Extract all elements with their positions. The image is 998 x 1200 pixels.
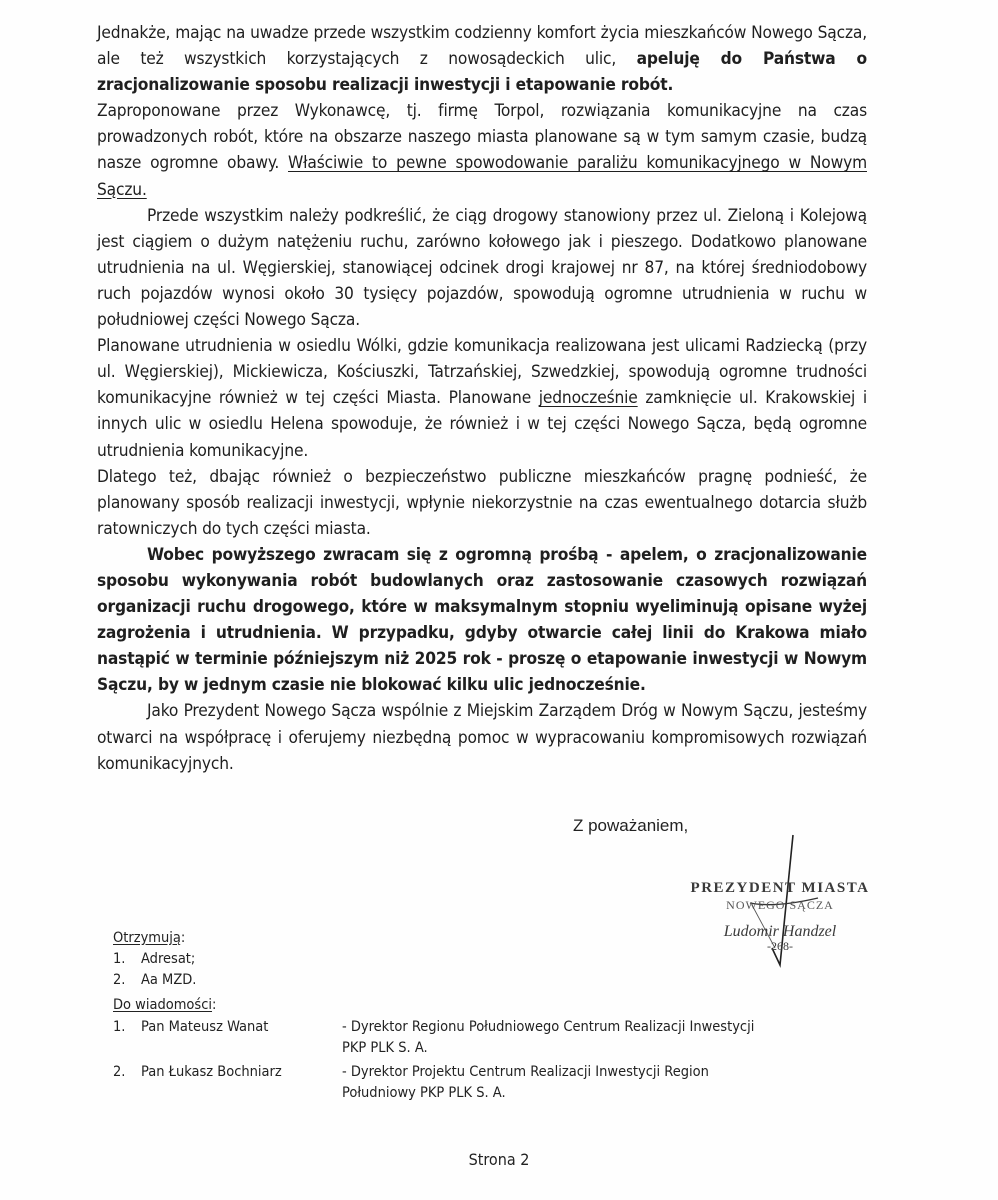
cc-person: Pan Łukasz Bochniarz — [141, 1064, 282, 1080]
paragraph-text-bold: apeluję do Państwa o zracjonalizowanie sposobu realizacji inwestycji i etapowanie robót. — [97, 49, 867, 96]
stamp-code: -268- — [767, 939, 793, 953]
cc-item — [113, 1062, 762, 1104]
recipient-number: 1. — [113, 951, 126, 967]
closing-salutation: Z poważaniem, — [573, 816, 689, 835]
recipients-list — [113, 928, 196, 991]
recipient-name: Adresat; — [141, 951, 196, 967]
paragraph-text: Planowane utrudnienia w osiedlu Wólki, gdzie komunikacja realizowana jest ulicami Radziecką (przy ul. Węgierskiej), Mickiewicza, Kościuszki, Tatrzańskiej, Szwedzkiej, spowodują ogromne trudności komunikacyjne również w tej części Miasta. Planowane — [97, 336, 867, 409]
colon: : — [212, 997, 217, 1013]
paragraph-4 — [97, 333, 867, 463]
paragraph-text: Jako Prezydent Nowego Sącza wspólnie z Miejskim Zarządem Dróg w Nowym Sączu, jesteśmy otwarci na współpracę i oferujemy niezbędną pomoc w wypracowaniu kompromisowych rozwiązań komunikacyjnych. — [97, 701, 867, 774]
paragraph-1 — [97, 20, 867, 98]
cc-role: - Dyrektor Regionu Południowego Centrum Realizacji Inwestycji PKP PLK S. A. — [342, 1019, 755, 1056]
paragraph-text-bold: Wobec powyższego zwracam się z ogromną prośbą - apelem, o zracjonalizowanie sposobu wykonywania robót budowlanych oraz zastosowanie czasowych rozwiązań organizacji ruchu drogowego, które w maksymalnym stopniu wyeliminują opisane wyżej zagrożenia i utrudnienia. W przypadku, gdyby otwarcie całej linii do Krakowa miało nastąpić w terminie późniejszym niż 2025 rok - proszę o etapowanie inwestycji w Nowym Sączu, by w jednym czasie nie blokować kilku ulic jednocześnie. — [97, 544, 867, 696]
paragraph-7 — [97, 698, 867, 776]
paragraph-6 — [97, 542, 867, 699]
paragraph-text-underlined: Właściwie to pewne spowodowanie paraliżu komunikacyjnego w Nowym Sączu. — [97, 153, 867, 200]
recipients-header: Otrzymują — [113, 930, 181, 946]
paragraph-2 — [97, 98, 867, 202]
paragraph-text: Zaproponowane przez Wykonawcę, tj. firmę Torpol, rozwiązania komunikacyjne na czas prowadzonych robót, które na obszarze naszego miasta planowane są w tym samym czasie, budzą nasze ogromne obawy. — [97, 101, 867, 174]
recipient-name: Aa MZD. — [141, 972, 197, 988]
cc-number: 1. — [113, 1019, 126, 1035]
paragraph-text: zamknięcie ul. Krakowskiej i innych ulic w osiedlu Helena spowoduje, że również i w tej części Nowego Sącza, będą ogromne utrudnienia komunikacyjne. — [97, 388, 868, 461]
cc-person: Pan Mateusz Wanat — [141, 1019, 269, 1035]
cc-header: Do wiadomości — [113, 997, 213, 1013]
cc-item — [113, 1017, 762, 1059]
paragraph-text: Dlatego też, dbając również o bezpieczeństwo publiczne mieszkańców pragnę podnieść, że planowany sposób realizacji inwestycji, wpłynie niekorzystnie na czas ewentualnego dotarcia służb ratowniczych do tych części miasta. — [97, 466, 867, 539]
recipient-item — [113, 949, 196, 970]
paragraph-text: Jednakże, mając na uwadze przede wszystkim codzienny komfort życia mieszkańców Nowego Sącza, ale też wszystkich korzystających z nowosądeckich ulic, — [97, 23, 867, 70]
stamp-city: NOWEGO SĄCZA — [726, 898, 834, 912]
cc-role: - Dyrektor Projektu Centrum Realizacji Inwestycji Region Południowy PKP PLK S. A. — [342, 1064, 709, 1101]
paragraph-text: Przede wszystkim należy podkreślić, że ciąg drogowy stanowiony przez ul. Zieloną i Kolejową jest ciągiem o dużym natężeniu ruchu, zarówno kołowego jak i pieszego. Dodatkowo planowane utrudnienia na ul. Węgierskiej, stanowiącej odcinek drogi krajowej nr 87, na której średniodobowy ruch pojazdów wynosi około 30 tysięcy pojazdów, spowodują ogromne utrudnienia w ruchu w południowej części Nowego Sącza. — [97, 205, 867, 331]
colon: : — [180, 930, 186, 946]
paragraph-text-underlined: jednocześnie — [538, 388, 638, 409]
recipient-number: 2. — [113, 972, 126, 988]
stamp-signatory-name: Ludomir Handzel — [723, 923, 837, 940]
paragraph-3 — [97, 203, 867, 333]
stamp-title: PREZYDENT MIASTA — [690, 880, 870, 896]
letter-body — [97, 20, 867, 777]
page-number: Strona 2 — [468, 1150, 530, 1169]
recipient-item — [113, 970, 196, 991]
paragraph-5 — [97, 464, 867, 542]
official-stamp — [670, 880, 890, 954]
cc-number: 2. — [113, 1064, 126, 1080]
cc-list — [113, 995, 762, 1107]
